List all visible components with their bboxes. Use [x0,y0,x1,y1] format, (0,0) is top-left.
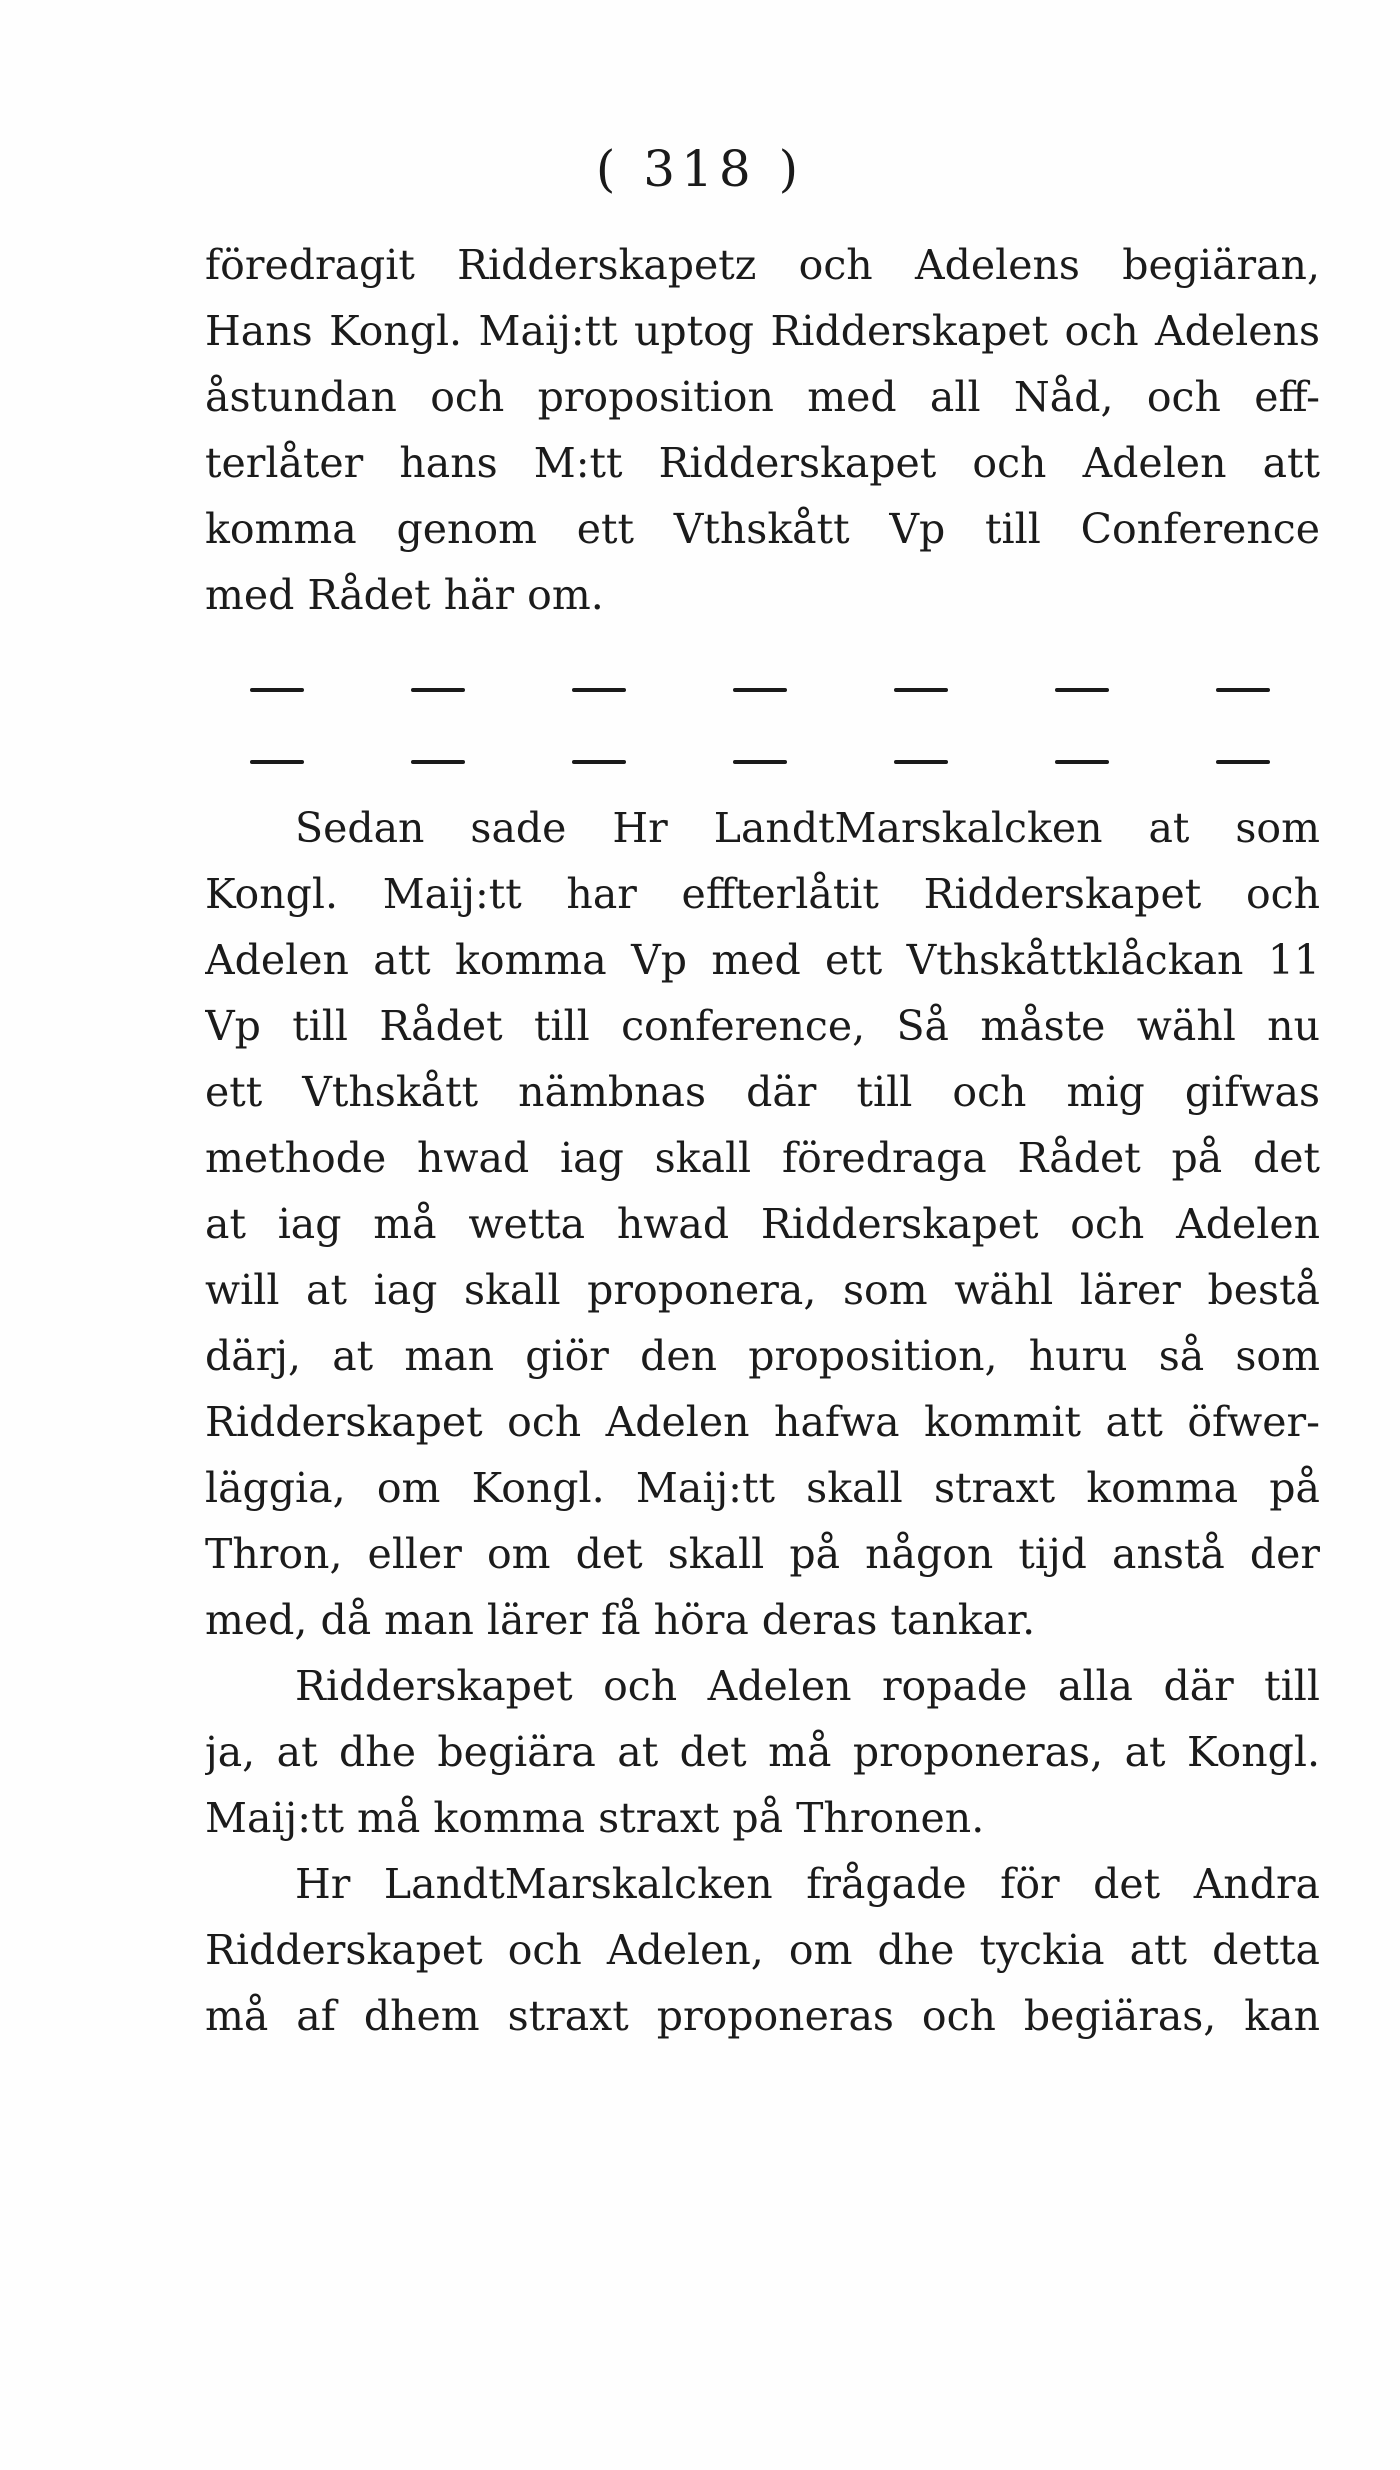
dash [250,688,304,692]
dash [894,688,948,692]
text-line: Thron, eller om det skall på någon tijd anstå der [205,1530,1320,1578]
text-line: med, då man lärer få höra deras tankar. [205,1596,1036,1644]
text-line: will at iag skall proponera, som wähl lärer bestå [205,1266,1320,1314]
text-line: terlåter hans M:tt Ridderskapet och Adelen att [205,439,1320,487]
text-line: komma genom ett Vthskått Vp till Conference [205,505,1320,553]
dash [733,760,787,764]
text-line: Kongl. Maij:tt har effterlåtit Ridderskapet och [205,870,1320,918]
text-line: Sedan sade Hr LandtMarskalcken at som [295,804,1320,852]
text-line: Adelen att komma Vp med ett Vthskåttklåckan 11 [205,936,1320,984]
dash [250,760,304,764]
dash [1055,760,1109,764]
text-line: methode hwad iag skall föredraga Rådet på det [205,1134,1320,1182]
dash [1216,688,1270,692]
dash [894,760,948,764]
text-line: Ridderskapet och Adelen ropade alla där till [295,1662,1320,1710]
text-line: åstundan och proposition med all Nåd, och eff- [205,373,1320,421]
paragraph-1 [205,232,1320,628]
text-line: Hans Kongl. Maij:tt uptog Ridderskapet och Adelens [205,307,1320,355]
text-line: ett Vthskått nämbnas där till och mig gifwas [205,1068,1320,1116]
dash [411,760,465,764]
text-line: med Rådet här om. [205,571,604,619]
dash [572,688,626,692]
dash [1055,688,1109,692]
dash [572,760,626,764]
text-line: Ridderskapet och Adelen hafwa kommit att öfwer- [205,1398,1320,1446]
text-line: ja, at dhe begiära at det må proponeras, at Kongl. [205,1728,1320,1776]
text-line: Vp till Rådet till conference, Så måste wähl nu [205,1002,1320,1050]
text-line: må af dhem straxt proponeras och begiäras, kan [205,1992,1320,2040]
text-line: Ridderskapet och Adelen, om dhe tyckia att detta [205,1926,1320,1974]
paragraph-2 [205,795,1320,2049]
text-line: Hr LandtMarskalcken frågade för det Andra [295,1860,1320,1908]
text-line: läggia, om Kongl. Maij:tt skall straxt komma på [205,1464,1320,1512]
text-line: Maij:tt må komma straxt på Thronen. [205,1794,985,1842]
dash-separator [250,760,1270,764]
text-line: föredragit Ridderskapetz och Adelens begiäran, [205,241,1320,289]
text-line: at iag må wetta hwad Ridderskapet och Adelen [205,1200,1320,1248]
dash [733,688,787,692]
dash [1216,760,1270,764]
dash-separator [250,688,1270,692]
page-number: ( 318 ) [595,140,805,198]
dash [411,688,465,692]
text-line: därj, at man giör den proposition, huru så som [205,1332,1320,1380]
